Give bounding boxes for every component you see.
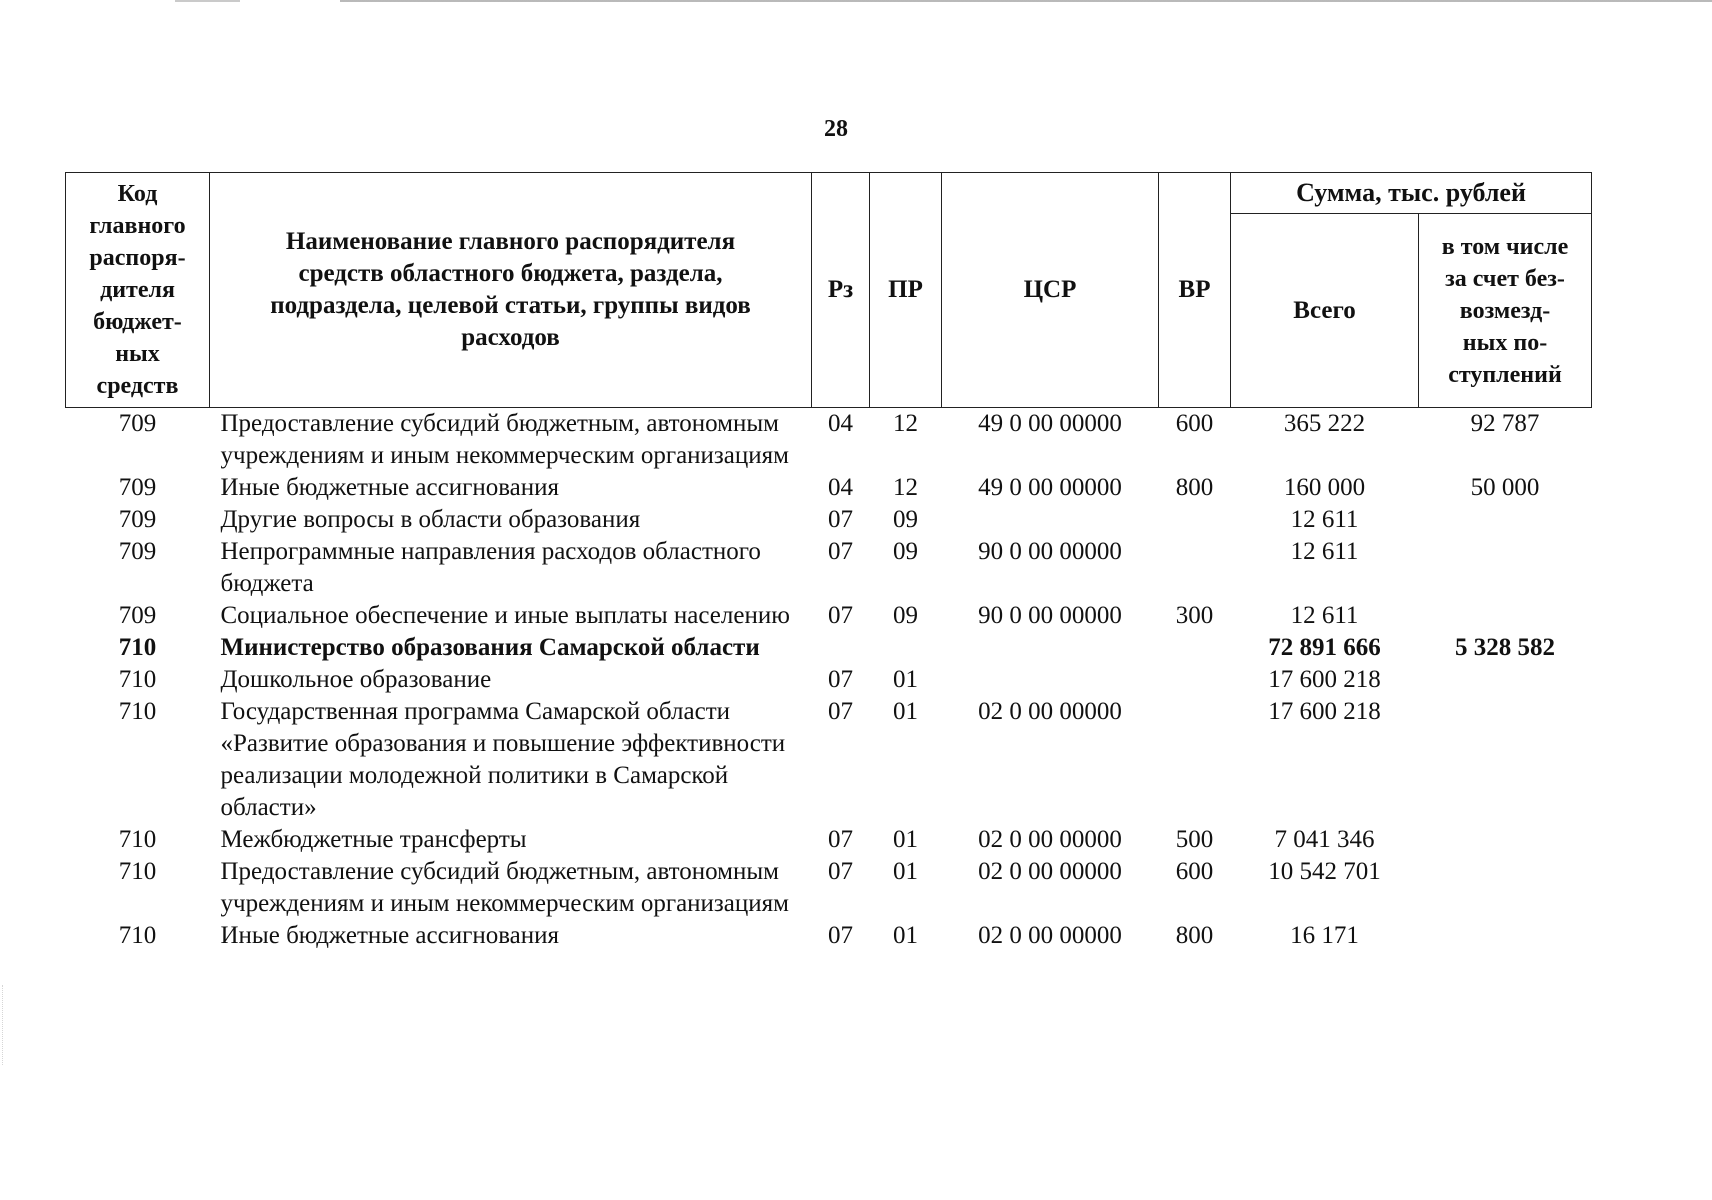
cell-code: 709	[118, 410, 157, 437]
table-row	[66, 856, 1592, 920]
cell-free	[1419, 824, 1592, 856]
cell-total: 17 600 218	[1268, 698, 1381, 725]
cell-name: Государственная программа Самарской области «Развитие образования и повышение эффективности реализации молодежной политики в Самарской области»	[220, 698, 786, 821]
cell-vr	[1159, 696, 1231, 824]
cell-code: 709	[118, 538, 157, 565]
cell-vr: 300	[1175, 602, 1214, 629]
cell-total: 17 600 218	[1268, 666, 1381, 693]
budget-table	[65, 172, 1592, 952]
cell-code: 710	[118, 858, 157, 885]
cell-name: Иные бюджетные ассигнования	[220, 474, 560, 501]
cell-code: 709	[118, 602, 157, 629]
table-row	[66, 664, 1592, 696]
cell-name: Непрограммные направления расходов областного бюджета	[220, 538, 761, 597]
header-csr: ЦСР	[942, 173, 1159, 408]
table-row	[66, 408, 1592, 473]
cell-vr	[1159, 536, 1231, 600]
cell-code: 709	[118, 506, 157, 533]
cell-vr: 600	[1175, 858, 1214, 885]
page-number: 28	[824, 116, 848, 142]
header-sum-label: Сумма, тыс. рублей	[1231, 173, 1592, 214]
cell-csr: 90 0 00 00000	[978, 602, 1122, 629]
cell-pr: 01	[893, 698, 918, 725]
cell-free	[1419, 696, 1592, 824]
cell-name: Другие вопросы в области образования	[220, 506, 641, 533]
header-free-line: возмезд-	[1459, 297, 1551, 324]
cell-code: 710	[118, 922, 157, 949]
cell-pr: 09	[893, 602, 918, 629]
table-row	[66, 536, 1592, 600]
cell-rz: 04	[828, 410, 853, 437]
cell-csr: 02 0 00 00000	[978, 826, 1122, 853]
cell-vr	[1159, 632, 1231, 664]
cell-pr: 12	[893, 474, 918, 501]
table-body	[66, 408, 1592, 953]
header-rz: Рз	[812, 173, 870, 408]
header-name-line: подраздела, целевой статьи, группы видов	[270, 292, 751, 319]
table-row	[66, 600, 1592, 632]
cell-name: Министерство образования Самарской области	[220, 634, 760, 661]
cell-rz: 07	[828, 826, 853, 853]
header-free-line: ступлений	[1448, 361, 1562, 388]
header-code-line: ных	[115, 341, 160, 367]
cell-rz	[812, 632, 870, 664]
cell-pr: 01	[893, 666, 918, 693]
table-row	[66, 824, 1592, 856]
table-row	[66, 920, 1592, 952]
cell-name: Предоставление субсидий бюджетным, автономным учреждениям и иным некоммерческим организациям	[220, 858, 789, 917]
cell-csr	[942, 664, 1159, 696]
cell-rz: 07	[828, 922, 853, 949]
cell-total: 12 611	[1290, 602, 1359, 629]
cell-total: 12 611	[1290, 506, 1359, 533]
cell-pr: 01	[893, 922, 918, 949]
cell-csr	[942, 632, 1159, 664]
cell-code: 709	[118, 474, 157, 501]
header-code-line: главного	[89, 213, 186, 239]
cell-code: 710	[118, 698, 157, 725]
header-code-line: Код	[117, 181, 158, 207]
cell-total: 365 222	[1283, 410, 1366, 437]
cell-code: 710	[118, 634, 157, 661]
cell-name: Иные бюджетные ассигнования	[220, 922, 560, 949]
scan-margin-artifact	[2, 985, 9, 1065]
header-free-line: ных по-	[1462, 329, 1548, 356]
header-code-line: бюджет-	[93, 309, 182, 335]
cell-rz: 07	[828, 602, 853, 629]
header-total: Всего	[1231, 214, 1419, 408]
header-name-line: расходов	[461, 324, 560, 351]
cell-total: 16 171	[1290, 922, 1359, 949]
cell-total: 7 041 346	[1274, 826, 1375, 853]
cell-total: 72 891 666	[1268, 634, 1381, 661]
cell-rz: 04	[828, 474, 853, 501]
cell-csr	[942, 504, 1159, 536]
cell-free	[1419, 920, 1592, 952]
header-vr: ВР	[1159, 173, 1231, 408]
cell-csr: 02 0 00 00000	[978, 858, 1122, 885]
cell-pr: 01	[893, 858, 918, 885]
cell-free	[1419, 504, 1592, 536]
cell-free	[1419, 664, 1592, 696]
cell-free: 50 000	[1470, 474, 1540, 501]
cell-name: Предоставление субсидий бюджетным, автономным учреждениям и иным некоммерческим организациям	[220, 410, 789, 469]
cell-total: 160 000	[1283, 474, 1366, 501]
cell-total: 10 542 701	[1268, 858, 1381, 885]
table-row	[66, 504, 1592, 536]
table-header	[66, 173, 1592, 408]
header-free-line: в том числе	[1441, 233, 1569, 260]
cell-rz: 07	[828, 666, 853, 693]
cell-csr: 90 0 00 00000	[978, 538, 1122, 565]
cell-rz: 07	[828, 538, 853, 565]
cell-vr	[1159, 504, 1231, 536]
cell-free: 5 328 582	[1455, 634, 1555, 661]
cell-vr: 500	[1175, 826, 1214, 853]
cell-csr: 02 0 00 00000	[978, 698, 1122, 725]
header-code	[66, 173, 210, 408]
cell-pr: 09	[893, 506, 918, 533]
cell-vr: 800	[1175, 474, 1214, 501]
table-row-ministry	[66, 632, 1592, 664]
cell-pr: 12	[893, 410, 918, 437]
cell-rz: 07	[828, 698, 853, 725]
cell-vr: 600	[1175, 410, 1214, 437]
header-name-line: Наименование главного распорядителя	[285, 228, 736, 255]
cell-total: 12 611	[1290, 538, 1359, 565]
cell-pr: 09	[893, 538, 918, 565]
cell-csr: 02 0 00 00000	[978, 922, 1122, 949]
header-code-line: средств	[96, 373, 179, 399]
header-name-line: средств областного бюджета, раздела,	[298, 260, 723, 287]
table-row	[66, 472, 1592, 504]
table-row	[66, 696, 1592, 824]
header-pr: ПР	[870, 173, 942, 408]
cell-rz: 07	[828, 858, 853, 885]
header-free	[1419, 214, 1592, 408]
cell-pr	[870, 632, 942, 664]
cell-free	[1419, 600, 1592, 632]
cell-name: Межбюджетные трансферты	[220, 826, 527, 853]
cell-name: Дошкольное образование	[220, 666, 492, 693]
header-code-line: дителя	[100, 277, 175, 303]
cell-rz: 07	[828, 506, 853, 533]
cell-code: 710	[118, 826, 157, 853]
header-code-line: распоря-	[89, 245, 186, 271]
cell-pr: 01	[893, 826, 918, 853]
cell-free	[1419, 536, 1592, 600]
cell-csr: 49 0 00 00000	[978, 474, 1122, 501]
cell-free: 92 787	[1470, 410, 1540, 437]
cell-code: 710	[118, 666, 157, 693]
cell-vr	[1159, 664, 1231, 696]
header-name	[210, 173, 812, 408]
cell-vr: 800	[1175, 922, 1214, 949]
scan-top-rule	[0, 0, 1712, 2]
header-free-line: за счет без-	[1445, 265, 1565, 292]
cell-free	[1419, 856, 1592, 920]
cell-csr: 49 0 00 00000	[978, 410, 1122, 437]
cell-name: Социальное обеспечение и иные выплаты населению	[220, 602, 790, 629]
